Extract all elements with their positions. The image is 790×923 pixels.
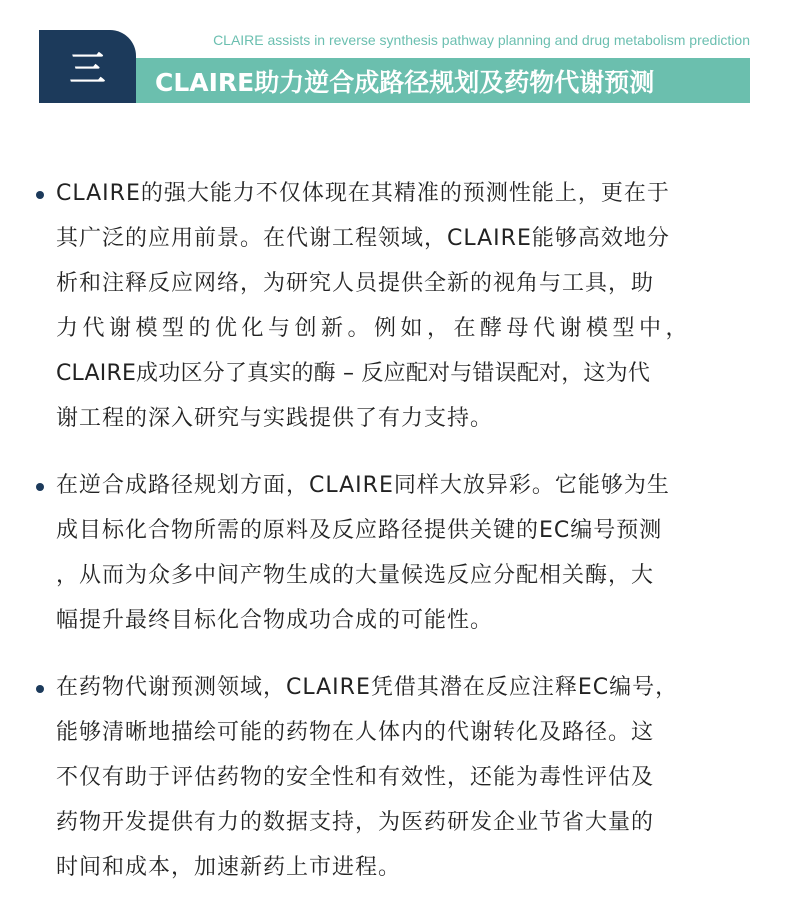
text-line: 时间和成本，加速新药上市进程。	[56, 855, 402, 880]
text-line: 在药物代谢预测领域，CLAIRE凭借其潜在反应注释EC编号，	[56, 675, 679, 700]
text-line: 析和注释反应网络，为研究人员提供全新的视角与工具，助	[56, 271, 655, 296]
text-line: 谢工程的深入研究与实践提供了有力支持。	[56, 406, 494, 431]
text-line: ，从而为众多中间产物生成的大量候选反应分配相关酶，大	[56, 563, 655, 588]
text-line: 幅提升最终目标化合物成功合成的可能性。	[56, 608, 494, 633]
paragraph-text	[56, 670, 752, 895]
text-line: 成目标化合物所需的原料及反应路径提供关键的EC编号预测	[56, 518, 663, 543]
section-header	[39, 30, 750, 103]
text-line: 药物开发提供有力的数据支持，为医药研发企业节省大量的	[56, 810, 655, 835]
paragraph-text	[56, 468, 752, 648]
bullet-dot	[36, 191, 44, 199]
text-line: 力代谢模型的优化与创新。例如，在酵母代谢模型中，	[56, 316, 693, 341]
section-subtitle-english: CLAIRE assists in reverse synthesis pathway planning and drug metabolism prediction	[213, 32, 750, 48]
text-line: 能够清晰地描绘可能的药物在人体内的代谢转化及路径。这	[56, 720, 655, 745]
text-line: 其广泛的应用前景。在代谢工程领域，CLAIRE能够高效地分	[56, 226, 670, 251]
section-number-badge: 三	[39, 30, 136, 103]
paragraph-text	[56, 176, 752, 446]
text-line: CLAIRE的强大能力不仅体现在其精准的预测性能上，更在于	[56, 181, 670, 206]
section-title: CLAIRE助力逆合成路径规划及药物代谢预测	[155, 68, 655, 97]
text-line: 不仅有助于评估药物的安全性和有效性，还能为毒性评估及	[56, 765, 655, 790]
bullet-dot	[36, 685, 44, 693]
bullet-dot	[36, 483, 44, 491]
text-line: 在逆合成路径规划方面，CLAIRE同样大放异彩。它能够为生	[56, 473, 670, 498]
text-line: CLAIRE成功区分了真实的酶 – 反应配对与错误配对，这为代	[56, 361, 651, 386]
